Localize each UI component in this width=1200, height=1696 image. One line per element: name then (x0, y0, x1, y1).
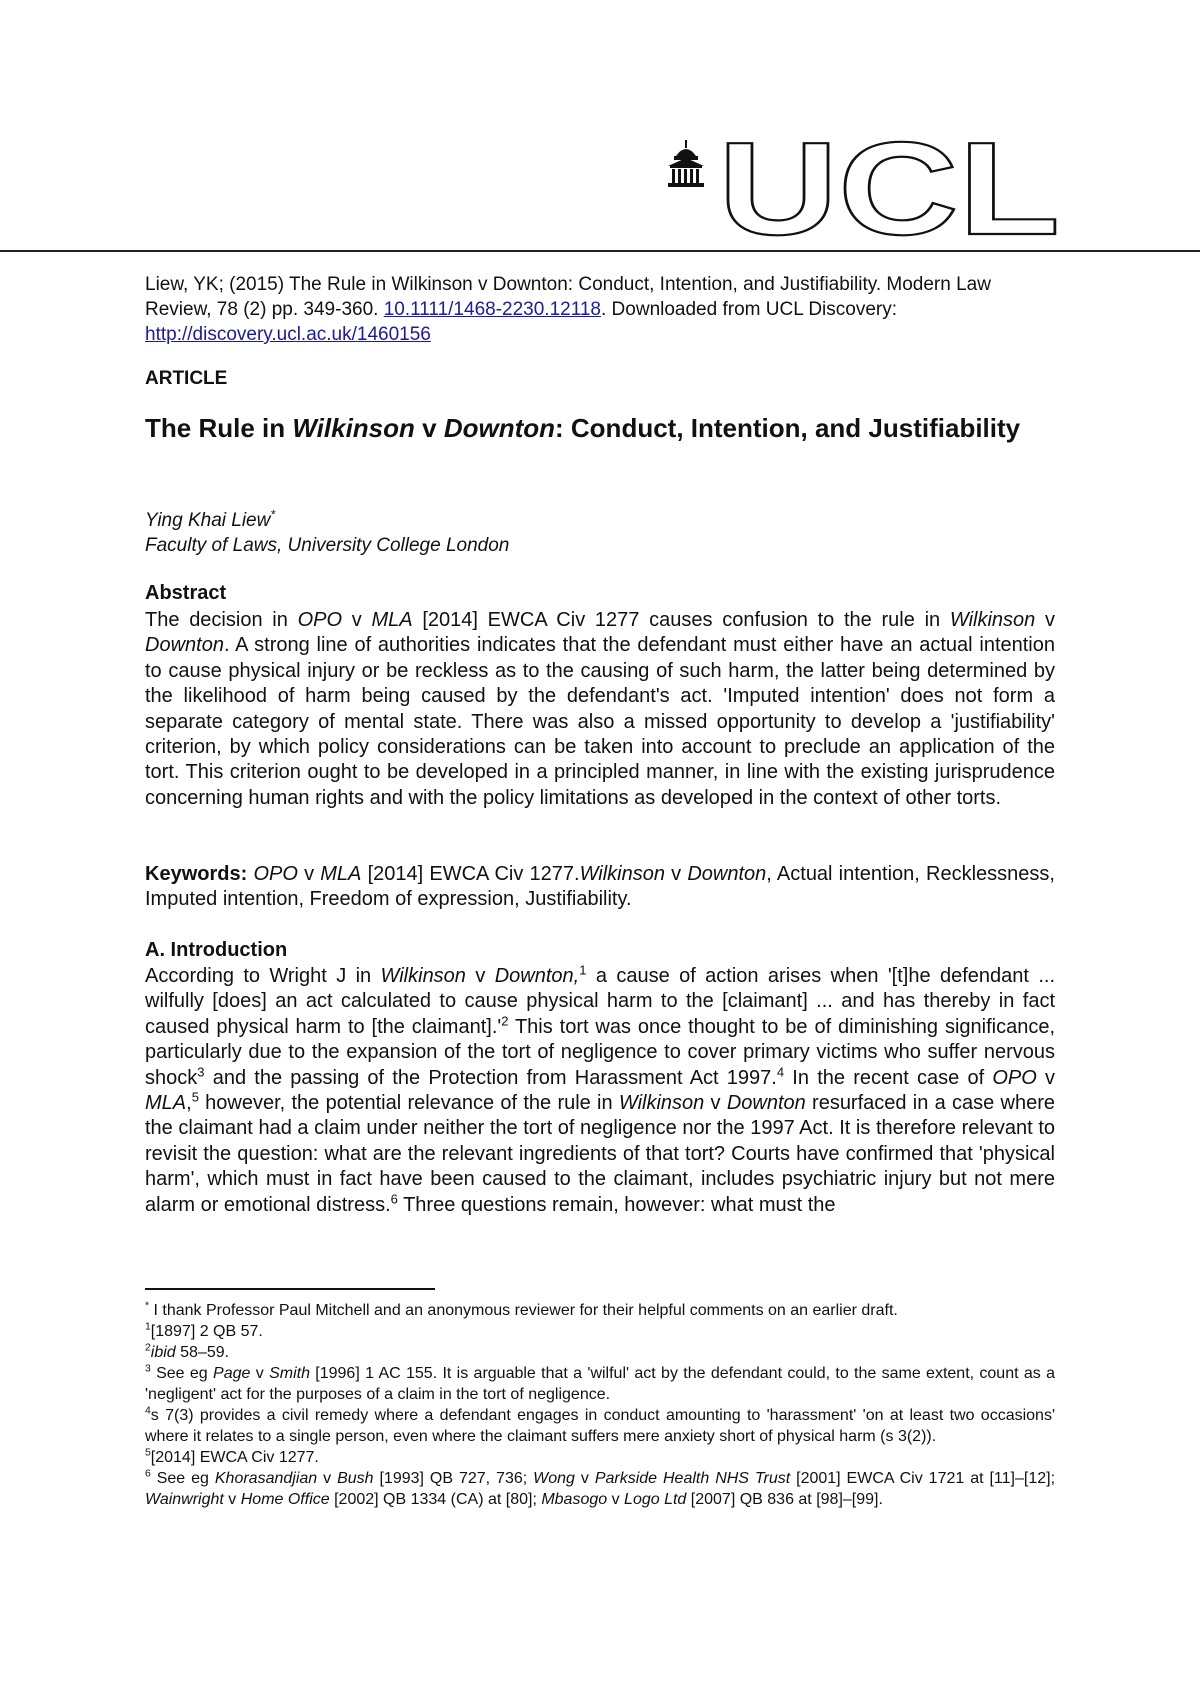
article-label: ARTICLE (145, 368, 228, 389)
doi-link[interactable]: 10.1111/1468-2230.12118 (383, 299, 601, 320)
footnote-rule (145, 1288, 435, 1290)
article-title: The Rule in Wilkinson v Downton: Conduct, Intention, and Justifiability (145, 413, 1021, 443)
footnote-1: $^1$[1897] 2 QB 57. (145, 1321, 263, 1340)
footnote-ref: 6 (390, 1191, 398, 1206)
footnotes (145, 1300, 1055, 1510)
abstract-heading: Abstract (145, 582, 227, 604)
citation: Liew, YK; (2015) The Rule in Wilkinson v Downton: Conduct, Intention, and Justifiability. Modern Law Review, 78 (2) pp. 349-360. 10.1111/1468-2230.12118. Downloaded from UCL Discovery: http://discovery.ucl.ac.uk/1460156 (145, 274, 991, 345)
keywords: Keywords: OPO v MLA [2014] EWCA Civ 1277.Wilkinson v Downton, Actual intention, Recklessness, Imputed intention, Freedom of expression, Justifiability. (145, 863, 1055, 911)
footnote-ref: 3 (197, 1063, 205, 1079)
intro-heading: A. Introduction (145, 939, 288, 961)
footnote-4: $^4$s 7(3) provides a civil remedy where a defendant engages in conduct amounting to 'harassment' 'on at least two occasions' where it relates to a single person, even where the claimant suffers mere anxiety short of physical harm (s 3(2)). (145, 1405, 1055, 1445)
ucl-wordmark: UCL (718, 138, 1060, 238)
abstract-text: The decision in OPO v MLA [2014] EWCA Civ 1277 causes confusion to the rule in Wilkinson v Downton. A strong line of authorities indicates that the defendant must either have an actual intention to cause physical injury or be reckless as to the causing of such harm, the latter being determined by the likelihood of harm being caused by the defendant's act. 'Imputed intention' does not form a separate category of mental state. There was also a missed opportunity to develop a 'justifiability' criterion, by which policy considerations can be taken into account to preclude an application of the tort. This criterion ought to be developed in a principled manner, in line with the existing jurisprudence concerning human rights and with the policy limitations as developed in the context of other torts. (145, 609, 1056, 809)
footnote-ref: 2 (501, 1013, 509, 1029)
author-affiliation: Faculty of Laws, University College London (145, 535, 510, 556)
keywords-label: Keywords: (145, 863, 248, 885)
footnote-ref: 5 (191, 1089, 199, 1105)
footnote-5: $^5$[2014] EWCA Civ 1277. (145, 1447, 319, 1466)
portico-icon (668, 140, 704, 187)
intro-text: According to Wright J in Wilkinson v Downton,$^1$ a cause of action arises when '[t]he defendant ... wilfully [does] an act calculated to cause physical harm to the [claimant] ... and has thereby in fact caused physical harm to [the $claimant].'^2$ This tort was once thought to be of diminishing significance, particularly due to the expansion of the tort of negligence to cover primary victims who suffer nervous shock$^3$ and the passing of the Protection from Harassment Act 1997.$^4$ In the recent case of OPO v MLA,$^5$ however, the potential relevance of the rule in Wilkinson v Downton resurfaced in a case where the claimant had a claim under neither the tort of negligence nor the 1997 Act. It is therefore relevant to revisit the question: what are the relevant ingredients of that tort? Courts have confirmed that 'physical harm', which must in fact have been caused to the claimant, includes psychiatric injury but not mere alarm or emotional distress.$^6$ Three questions remain, however: what must the (145, 962, 1056, 1216)
footnote-2: $^2$ibid 58–59. (145, 1342, 230, 1361)
footnote-ref: 1 (579, 962, 587, 978)
footnote-ref: 4 (776, 1063, 785, 1079)
footnote-3: $^3$ See eg Page v Smith [1996] 1 AC 155. It is arguable that a 'wilful' act by the defendant could, to the same extent, count as a 'negligent' act for the purposes of a claim in the tort of negligence. (145, 1363, 1056, 1403)
header-rule (0, 250, 1200, 252)
author-note-mark: * (270, 507, 276, 522)
author-block (145, 508, 1055, 558)
ucl-logo (668, 138, 1068, 238)
discovery-link[interactable]: http://discovery.ucl.ac.uk/1460156 (145, 324, 431, 345)
author-name: Ying Khai Liew (145, 510, 271, 531)
footnote-6: $^6$ See eg Khorasandjian v Bush [1993] QB 727, 736; Wong v Parkside Health NHS Trust [2001] EWCA Civ 1721 at [11]–[12]; Wainwright v Home Office [2002] QB 1334 (CA) at [80]; Mbasogo v Logo Ltd [2007] QB 836 at [98]–[99]. (145, 1468, 1056, 1508)
footnote-star: * I thank Professor Paul Mitchell and an anonymous reviewer for their helpful comments on an earlier draft. (145, 1300, 898, 1319)
